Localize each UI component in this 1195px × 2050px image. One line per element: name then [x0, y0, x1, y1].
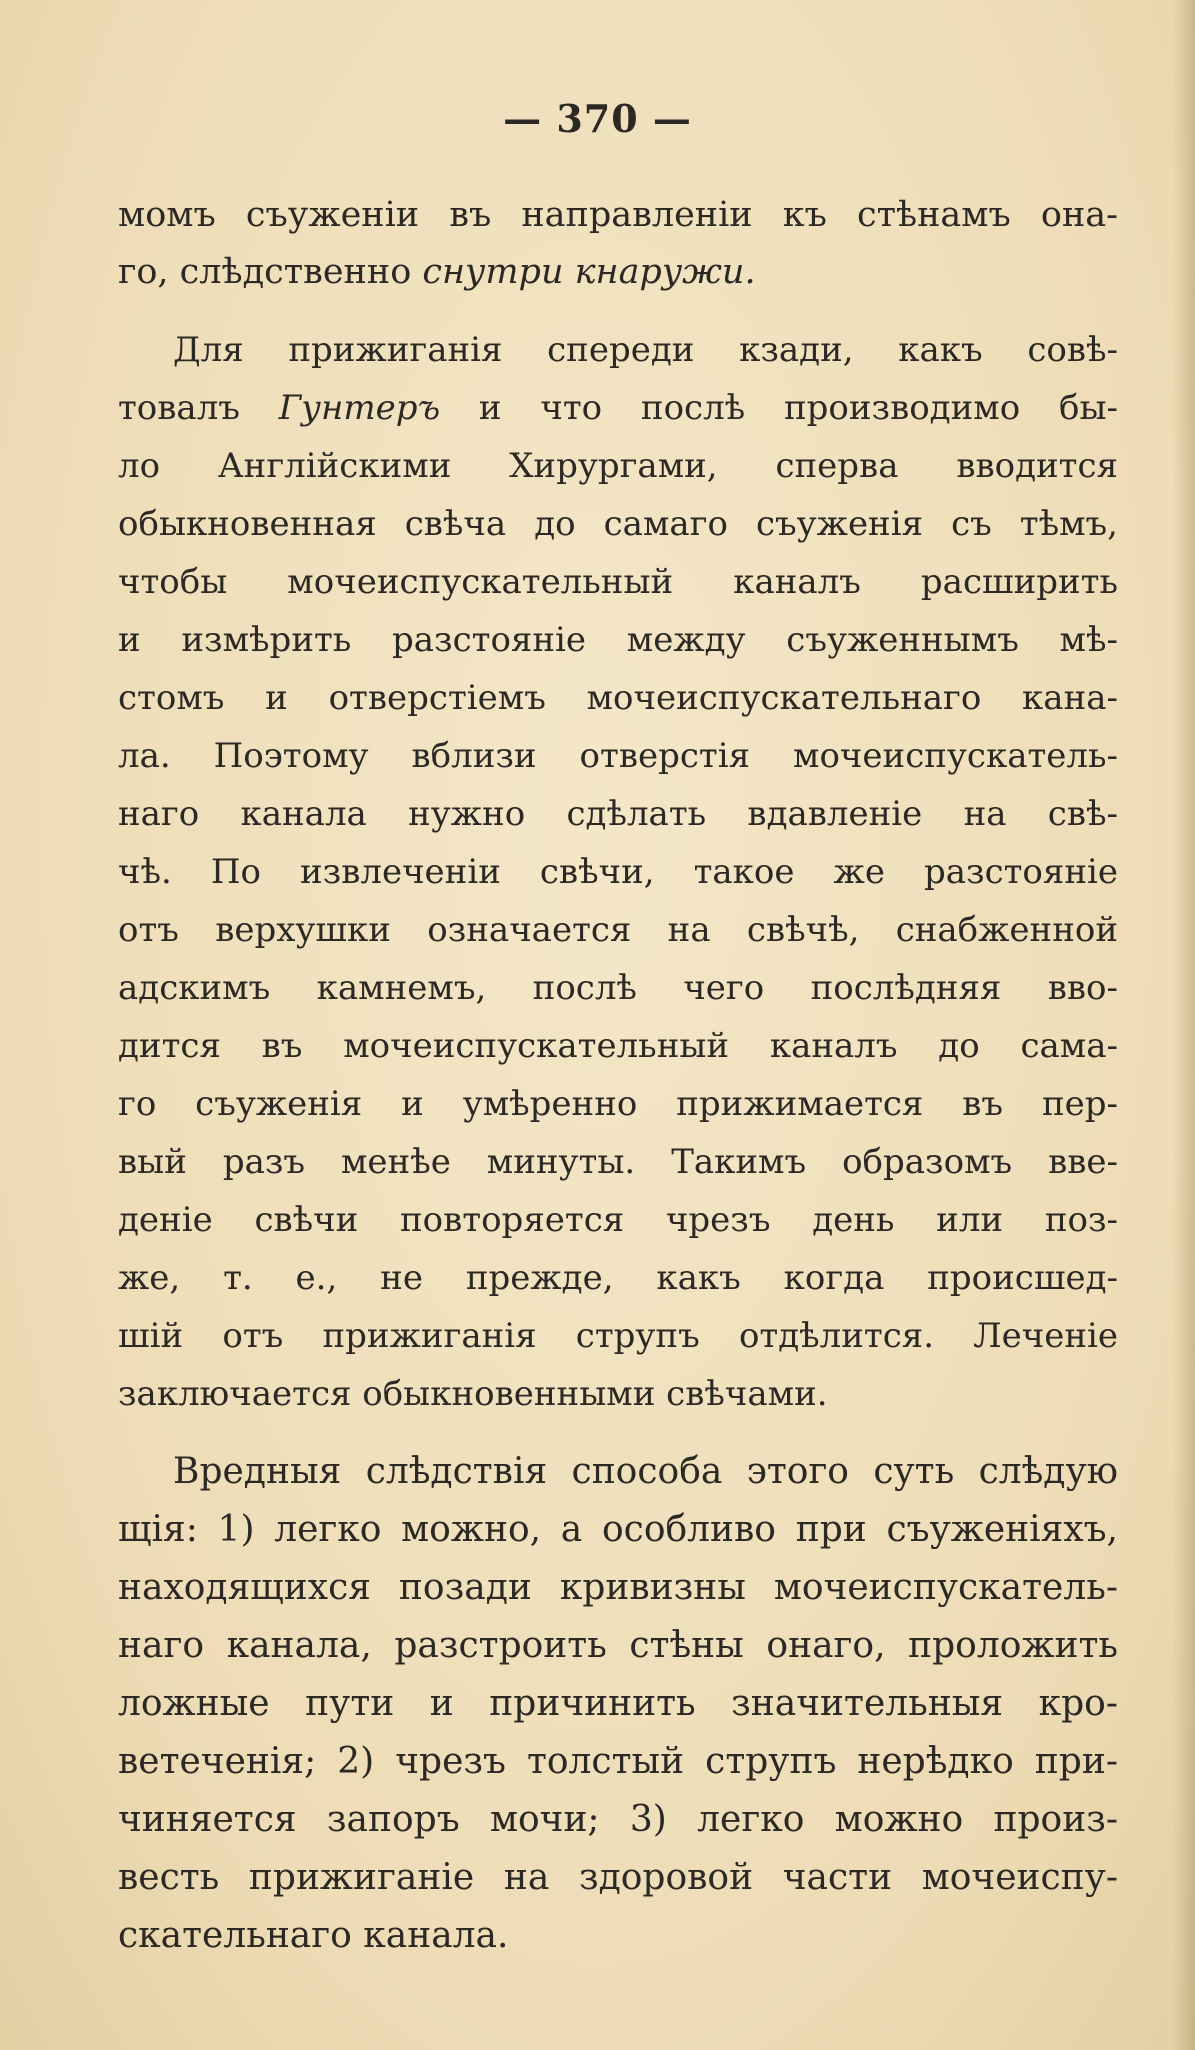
- line-text: вый разъ менѣе минуты. Такимъ образомъ вве-: [118, 1142, 1118, 1182]
- paragraph-1: [118, 187, 1118, 301]
- text-line: [118, 1907, 1118, 1965]
- line-text: и измѣрить разстоянiе между съуженнымъ мѣ-: [118, 620, 1118, 660]
- line-text: го съуженiя и умѣренно прижимается въ пер-: [118, 1084, 1118, 1124]
- text-line: [118, 1559, 1118, 1617]
- page-number: — 370 —: [503, 96, 692, 141]
- text-line: [118, 1849, 1118, 1907]
- text-line: [118, 1617, 1118, 1675]
- line-text: щiя: 1) легко можно, а особливо при съуженiяхъ,: [118, 1509, 1118, 1550]
- text-line: [118, 1249, 1118, 1307]
- line-text: го, слѣдственно: [118, 252, 423, 292]
- line-text: весть прижиганiе на здоровой части мочеиспу-: [118, 1857, 1118, 1898]
- text-line: [118, 669, 1118, 727]
- line-text: шiй отъ прижиганiя струпъ отдѣлится. Леченiе: [118, 1316, 1118, 1356]
- text-line: [118, 901, 1118, 959]
- body-text: [118, 187, 1118, 1965]
- line-text: дится въ мочеиспускательный каналъ до сама-: [118, 1026, 1118, 1066]
- text-line: [118, 1733, 1118, 1791]
- text-line: [118, 187, 1118, 244]
- line-text: заключается обыкновенными свѣчами.: [118, 1374, 828, 1414]
- paragraph-3: [118, 1443, 1118, 1965]
- line-text: скательнаго канала.: [118, 1915, 509, 1956]
- line-text: Для прижиганiя спереди кзади, какъ совѣ-: [173, 330, 1118, 370]
- line-text: ло Англiйскими Хирургами, сперва вводится: [118, 446, 1118, 486]
- text-line: [118, 495, 1118, 553]
- line-text: наго канала, разстроить стѣны онаго, проложить: [118, 1625, 1118, 1666]
- text-line: [118, 437, 1118, 495]
- line-text: денiе свѣчи повторяется чрезъ день или поз-: [118, 1200, 1118, 1240]
- text-line: [118, 1075, 1118, 1133]
- line-text: стомъ и отверстiемъ мочеиспускательнаго кана-: [118, 678, 1118, 718]
- line-text: момъ съуженiи въ направленiи къ стѣнамъ она-: [118, 195, 1118, 235]
- line-text: чиняется запоръ мочи; 3) легко можно произ-: [118, 1799, 1118, 1840]
- line-text: адскимъ камнемъ, послѣ чего послѣдняя вво-: [118, 968, 1118, 1008]
- text-line: [118, 611, 1118, 669]
- text-line: [118, 1307, 1118, 1365]
- line-text: находящихся позади кривизны мочеиспускатель-: [118, 1567, 1118, 1608]
- italic-phrase: снутри кнаружи.: [422, 252, 756, 292]
- text-line: [118, 785, 1118, 843]
- line-text: Вредныя слѣдствiя способа этого суть слѣдую: [173, 1451, 1118, 1492]
- text-line: [118, 321, 1118, 379]
- line-text: отъ верхушки означается на свѣчѣ, снабженной: [118, 910, 1118, 950]
- line-text: же, т. е., не прежде, какъ когда происшед-: [118, 1258, 1118, 1298]
- line-text: чтобы мочеиспускательный каналъ расширить: [118, 562, 1118, 602]
- text-line: [118, 1791, 1118, 1849]
- text-line: [118, 1133, 1118, 1191]
- paragraph-2: [118, 321, 1118, 1423]
- text-line: [118, 1675, 1118, 1733]
- line-text: обыкновенная свѣча до самаго съуженiя съ тѣмъ,: [118, 504, 1118, 544]
- line-text: ветеченiя; 2) чрезъ толстый струпъ нерѣдко при-: [118, 1741, 1118, 1782]
- line-text: ла. Поэтому вблизи отверстiя мочеиспускатель-: [118, 736, 1118, 776]
- line-text: чѣ. По извлеченiи свѣчи, такое же разстоянiе: [118, 852, 1118, 892]
- italic-name: Гунтеръ: [278, 388, 441, 428]
- line-text: наго канала нужно сдѣлать вдавленiе на свѣ-: [118, 794, 1118, 834]
- text-line: [118, 553, 1118, 611]
- text-line: [118, 727, 1118, 785]
- line-text: товалъ: [118, 388, 279, 428]
- text-line: [118, 1365, 1118, 1423]
- text-line: [118, 1443, 1118, 1501]
- text-line: [118, 1501, 1118, 1559]
- text-line: [118, 843, 1118, 901]
- page-edge-shadow: [1173, 0, 1195, 2050]
- text-line: [118, 244, 1118, 301]
- line-text-tail: и что послѣ производимо бы-: [440, 388, 1118, 428]
- text-line: [118, 959, 1118, 1017]
- line-text: ложные пути и причинить значительныя кро-: [118, 1683, 1118, 1724]
- text-line: [118, 1191, 1118, 1249]
- text-line: [118, 379, 1118, 437]
- text-line: [118, 1017, 1118, 1075]
